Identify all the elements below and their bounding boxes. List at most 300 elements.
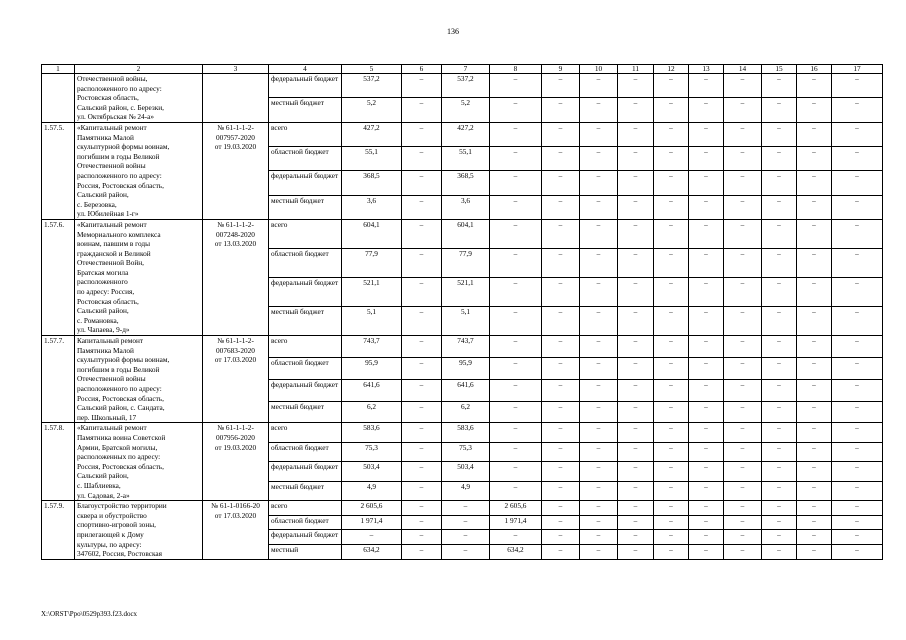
- value-col5: 743,7: [342, 336, 402, 358]
- column-number: 10: [580, 65, 618, 74]
- value-col14: –: [724, 277, 762, 306]
- value-col6: –: [402, 147, 442, 171]
- value-col13: –: [689, 171, 724, 195]
- document-reference: [203, 501, 269, 560]
- value-col16: –: [797, 545, 832, 560]
- value-col17: –: [832, 336, 883, 358]
- value-col11: –: [618, 98, 654, 122]
- value-col16: –: [797, 122, 832, 146]
- funding-source: местный бюджет: [269, 195, 342, 219]
- value-col10: –: [580, 545, 618, 560]
- value-col6: –: [402, 307, 442, 336]
- column-number: 13: [689, 65, 724, 74]
- value-col5: 75,3: [342, 442, 402, 461]
- value-col8: –: [490, 219, 542, 248]
- value-col17: –: [832, 74, 883, 98]
- value-col14: –: [724, 515, 762, 530]
- item-description-line: Памятника воина Советской: [77, 432, 166, 442]
- item-description-line: с. Шаблиевка,: [77, 480, 121, 490]
- value-col10: –: [580, 74, 618, 98]
- value-col17: –: [832, 501, 883, 516]
- value-col17: –: [832, 98, 883, 122]
- item-description-line: ул. Садовая, 2-а»: [77, 490, 130, 500]
- item-description-line: Сальский район,: [77, 306, 129, 316]
- value-col11: –: [618, 423, 654, 442]
- value-col11: –: [618, 357, 654, 379]
- value-col5: 641,6: [342, 379, 402, 401]
- value-col15: –: [762, 501, 797, 516]
- value-col6: –: [402, 98, 442, 122]
- value-col16: –: [797, 336, 832, 358]
- footer-file-path: X:\ORST\Ppo\0529p393.f23.docx: [41, 610, 138, 618]
- value-col10: –: [580, 462, 618, 481]
- value-col15: –: [762, 219, 797, 248]
- value-col13: –: [689, 195, 724, 219]
- item-description: [75, 122, 203, 219]
- value-col11: –: [618, 277, 654, 306]
- document-reference: [203, 336, 269, 423]
- value-col15: –: [762, 423, 797, 442]
- value-col14: –: [724, 423, 762, 442]
- value-col10: –: [580, 277, 618, 306]
- value-col16: –: [797, 195, 832, 219]
- value-col16: –: [797, 74, 832, 98]
- value-col17: –: [832, 401, 883, 423]
- value-col16: –: [797, 442, 832, 461]
- value-col15: –: [762, 171, 797, 195]
- item-description-line: Армии, Братской могилы,: [77, 442, 158, 452]
- value-col10: –: [580, 501, 618, 516]
- item-description-line: Сальский район,: [77, 471, 129, 481]
- value-col17: –: [832, 423, 883, 442]
- value-col11: –: [618, 147, 654, 171]
- item-description-line: 347602, Россия, Ростовская: [77, 549, 162, 559]
- value-col6: –: [402, 74, 442, 98]
- value-col9: –: [542, 98, 580, 122]
- value-col12: –: [654, 401, 689, 423]
- value-col12: –: [654, 481, 689, 500]
- value-col11: –: [618, 248, 654, 277]
- value-col17: –: [832, 442, 883, 461]
- value-col10: –: [580, 171, 618, 195]
- table-row: [42, 74, 883, 98]
- value-col14: –: [724, 442, 762, 461]
- value-col12: –: [654, 147, 689, 171]
- value-col7: 4,9: [442, 481, 490, 500]
- value-col5: 55,1: [342, 147, 402, 171]
- funding-source: всего: [269, 122, 342, 146]
- value-col10: –: [580, 530, 618, 545]
- value-col14: –: [724, 74, 762, 98]
- item-description-line: скульптурной формы воинам,: [77, 142, 170, 152]
- value-col17: –: [832, 195, 883, 219]
- value-col15: –: [762, 122, 797, 146]
- value-col9: –: [542, 379, 580, 401]
- item-description-line: расположенного по адресу:: [77, 83, 162, 93]
- value-col12: –: [654, 98, 689, 122]
- value-col17: –: [832, 379, 883, 401]
- value-col12: –: [654, 357, 689, 379]
- document-reference-line: от 17.03.2020: [214, 355, 257, 365]
- item-description-line: сквера и обустройство: [77, 510, 147, 520]
- value-col6: –: [402, 171, 442, 195]
- value-col14: –: [724, 545, 762, 560]
- value-col16: –: [797, 248, 832, 277]
- value-col10: –: [580, 442, 618, 461]
- item-description-line: Ростовская область,: [77, 93, 139, 103]
- item-description-line: Капитальный ремонт: [77, 336, 144, 346]
- value-col8: –: [490, 307, 542, 336]
- value-col14: –: [724, 147, 762, 171]
- item-description: [75, 501, 203, 560]
- value-col5: 634,2: [342, 545, 402, 560]
- item-description-line: Братская могила: [77, 267, 129, 277]
- document-reference-line: от 19.03.2020: [214, 142, 257, 152]
- value-col14: –: [724, 219, 762, 248]
- item-description-line: Сальский район, с. Сандата,: [77, 403, 165, 413]
- value-col5: 1 971,4: [342, 515, 402, 530]
- value-col13: –: [689, 379, 724, 401]
- value-col12: –: [654, 171, 689, 195]
- item-description-line: Сальский район,: [77, 190, 129, 200]
- value-col11: –: [618, 195, 654, 219]
- value-col5: 368,5: [342, 171, 402, 195]
- item-description-line: расположенных по адресу:: [77, 452, 161, 462]
- value-col6: –: [402, 122, 442, 146]
- document-reference-line: № 61-1-1-2-: [217, 423, 254, 433]
- item-description-line: гражданской и Великой: [77, 248, 151, 258]
- value-col16: –: [797, 357, 832, 379]
- value-col13: –: [689, 248, 724, 277]
- funding-source: федеральный бюджет: [269, 277, 342, 306]
- value-col15: –: [762, 545, 797, 560]
- value-col6: –: [402, 423, 442, 442]
- column-number: 9: [542, 65, 580, 74]
- value-col9: –: [542, 122, 580, 146]
- value-col12: –: [654, 195, 689, 219]
- column-number-row: [42, 65, 883, 74]
- value-col15: –: [762, 442, 797, 461]
- value-col6: –: [402, 248, 442, 277]
- value-col5: 77,9: [342, 248, 402, 277]
- document-reference-line: 007956-2020: [216, 432, 255, 442]
- value-col8: –: [490, 423, 542, 442]
- funding-source: областной бюджет: [269, 147, 342, 171]
- value-col15: –: [762, 98, 797, 122]
- column-number: 14: [724, 65, 762, 74]
- value-col6: –: [402, 336, 442, 358]
- value-col7: 55,1: [442, 147, 490, 171]
- funding-source: местный бюджет: [269, 401, 342, 423]
- value-col12: –: [654, 277, 689, 306]
- value-col16: –: [797, 423, 832, 442]
- value-col9: –: [542, 307, 580, 336]
- value-col6: –: [402, 277, 442, 306]
- value-col17: –: [832, 147, 883, 171]
- funding-source: областной бюджет: [269, 515, 342, 530]
- value-col7: 427,2: [442, 122, 490, 146]
- funding-source: федеральный бюджет: [269, 379, 342, 401]
- value-col13: –: [689, 530, 724, 545]
- value-col10: –: [580, 423, 618, 442]
- value-col10: –: [580, 195, 618, 219]
- value-col12: –: [654, 515, 689, 530]
- item-number: 1.57.5.: [42, 122, 75, 219]
- value-col6: –: [402, 501, 442, 516]
- value-col14: –: [724, 481, 762, 500]
- value-col11: –: [618, 442, 654, 461]
- value-col13: –: [689, 219, 724, 248]
- value-col14: –: [724, 307, 762, 336]
- value-col17: –: [832, 219, 883, 248]
- value-col9: –: [542, 195, 580, 219]
- value-col13: –: [689, 336, 724, 358]
- value-col17: –: [832, 277, 883, 306]
- value-col8: –: [490, 442, 542, 461]
- column-number: 6: [402, 65, 442, 74]
- value-col8: 1 971,4: [490, 515, 542, 530]
- value-col17: –: [832, 462, 883, 481]
- value-col17: –: [832, 545, 883, 560]
- value-col12: –: [654, 442, 689, 461]
- value-col15: –: [762, 530, 797, 545]
- value-col7: 503,4: [442, 462, 490, 481]
- column-number: 17: [832, 65, 883, 74]
- value-col6: –: [402, 401, 442, 423]
- column-number: 1: [42, 65, 75, 74]
- item-number: 1.57.6.: [42, 219, 75, 335]
- value-col14: –: [724, 401, 762, 423]
- value-col15: –: [762, 195, 797, 219]
- item-description-line: расположенного по адресу:: [77, 170, 162, 180]
- item-number: 1.57.7.: [42, 336, 75, 423]
- table-row: [42, 336, 883, 358]
- funding-source: федеральный бюджет: [269, 74, 342, 98]
- value-col13: –: [689, 515, 724, 530]
- column-number: 4: [269, 65, 342, 74]
- column-number: 5: [342, 65, 402, 74]
- item-description-line: «Капитальный ремонт: [77, 122, 147, 132]
- document-reference-line: 007683-2020: [216, 345, 255, 355]
- value-col9: –: [542, 147, 580, 171]
- value-col7: –: [442, 501, 490, 516]
- value-col10: –: [580, 515, 618, 530]
- value-col7: 6,2: [442, 401, 490, 423]
- value-col10: –: [580, 98, 618, 122]
- value-col15: –: [762, 74, 797, 98]
- value-col13: –: [689, 122, 724, 146]
- value-col15: –: [762, 515, 797, 530]
- item-description-line: ул. Октябрьская № 24-а»: [77, 112, 154, 122]
- value-col15: –: [762, 147, 797, 171]
- item-description-line: скульптурной формы воинам,: [77, 355, 170, 365]
- item-description-line: «Капитальный ремонт: [77, 423, 147, 433]
- value-col12: –: [654, 379, 689, 401]
- value-col10: –: [580, 122, 618, 146]
- value-col6: –: [402, 379, 442, 401]
- value-col10: –: [580, 336, 618, 358]
- budget-table: [41, 64, 883, 560]
- value-col15: –: [762, 401, 797, 423]
- value-col12: –: [654, 307, 689, 336]
- value-col16: –: [797, 307, 832, 336]
- value-col13: –: [689, 442, 724, 461]
- value-col8: –: [490, 462, 542, 481]
- item-number-cell: [42, 74, 75, 123]
- funding-source: областной бюджет: [269, 248, 342, 277]
- funding-source: местный бюджет: [269, 481, 342, 500]
- value-col14: –: [724, 501, 762, 516]
- value-col17: –: [832, 122, 883, 146]
- value-col13: –: [689, 357, 724, 379]
- value-col8: –: [490, 277, 542, 306]
- value-col5: 503,4: [342, 462, 402, 481]
- value-col7: 95,9: [442, 357, 490, 379]
- value-col12: –: [654, 462, 689, 481]
- table-row: [42, 219, 883, 248]
- value-col7: 5,2: [442, 98, 490, 122]
- value-col17: –: [832, 171, 883, 195]
- value-col16: –: [797, 515, 832, 530]
- value-col5: 95,9: [342, 357, 402, 379]
- document-reference-line: от 13.03.2020: [214, 239, 257, 249]
- value-col15: –: [762, 462, 797, 481]
- item-description-line: спортивно-игровой зоны,: [77, 520, 156, 530]
- item-number: 1.57.8.: [42, 423, 75, 501]
- value-col13: –: [689, 147, 724, 171]
- document-reference-line: № 61-1-1-2-: [217, 336, 254, 346]
- value-col12: –: [654, 122, 689, 146]
- value-col7: 604,1: [442, 219, 490, 248]
- value-col6: –: [402, 195, 442, 219]
- value-col9: –: [542, 545, 580, 560]
- value-col14: –: [724, 462, 762, 481]
- value-col7: 3,6: [442, 195, 490, 219]
- funding-source: федеральный бюджет: [269, 530, 342, 545]
- document-reference-line: № 61-1-1-2-: [217, 219, 254, 229]
- item-description-line: Памятника Малой: [77, 132, 134, 142]
- value-col9: –: [542, 481, 580, 500]
- item-description-line: Ростовская область,: [77, 296, 139, 306]
- value-col13: –: [689, 307, 724, 336]
- table-row: [42, 501, 883, 516]
- value-col10: –: [580, 248, 618, 277]
- value-col8: –: [490, 379, 542, 401]
- item-description-line: Россия, Ростовская область,: [77, 393, 164, 403]
- value-col15: –: [762, 307, 797, 336]
- value-col16: –: [797, 277, 832, 306]
- value-col14: –: [724, 336, 762, 358]
- value-col12: –: [654, 530, 689, 545]
- funding-source: местный: [269, 545, 342, 560]
- item-description-line: с. Романовка,: [77, 315, 119, 325]
- value-col5: 3,6: [342, 195, 402, 219]
- value-col14: –: [724, 171, 762, 195]
- value-col6: –: [402, 442, 442, 461]
- item-description-line: погибшим в годы Великой: [77, 151, 160, 161]
- value-col12: –: [654, 545, 689, 560]
- value-col15: –: [762, 357, 797, 379]
- value-col11: –: [618, 401, 654, 423]
- value-col16: –: [797, 379, 832, 401]
- funding-source: федеральный бюджет: [269, 462, 342, 481]
- value-col13: –: [689, 74, 724, 98]
- value-col14: –: [724, 357, 762, 379]
- value-col14: –: [724, 98, 762, 122]
- value-col16: –: [797, 219, 832, 248]
- column-number: 16: [797, 65, 832, 74]
- value-col16: –: [797, 401, 832, 423]
- item-description-line: культуры, по адресу:: [77, 539, 142, 549]
- value-col6: –: [402, 545, 442, 560]
- value-col10: –: [580, 379, 618, 401]
- value-col8: –: [490, 401, 542, 423]
- page-number: 136: [447, 27, 459, 36]
- value-col13: –: [689, 462, 724, 481]
- value-col7: 583,6: [442, 423, 490, 442]
- value-col8: 2 605,6: [490, 501, 542, 516]
- value-col5: –: [342, 530, 402, 545]
- value-col11: –: [618, 379, 654, 401]
- value-col15: –: [762, 248, 797, 277]
- value-col15: –: [762, 379, 797, 401]
- value-col5: 2 605,6: [342, 501, 402, 516]
- value-col5: 604,1: [342, 219, 402, 248]
- value-col11: –: [618, 462, 654, 481]
- funding-source: местный бюджет: [269, 307, 342, 336]
- value-col11: –: [618, 219, 654, 248]
- value-col11: –: [618, 122, 654, 146]
- item-description-line: «Капитальный ремонт: [77, 219, 147, 229]
- value-col13: –: [689, 277, 724, 306]
- value-col6: –: [402, 219, 442, 248]
- value-col7: 641,6: [442, 379, 490, 401]
- item-description-line: расположенного по адресу:: [77, 384, 162, 393]
- value-col5: 6,2: [342, 401, 402, 423]
- table-row: [42, 423, 883, 442]
- value-col9: –: [542, 336, 580, 358]
- document-reference: [203, 122, 269, 219]
- funding-source: всего: [269, 336, 342, 358]
- document-reference-line: от 17.03.2020: [214, 510, 257, 520]
- value-col10: –: [580, 401, 618, 423]
- value-col8: –: [490, 147, 542, 171]
- item-description: [75, 336, 203, 423]
- value-col11: –: [618, 501, 654, 516]
- document-reference-line: 007248-2020: [216, 229, 255, 239]
- value-col10: –: [580, 481, 618, 500]
- item-description-line: Мемориального комплекса: [77, 229, 161, 239]
- value-col8: –: [490, 248, 542, 277]
- value-col16: –: [797, 98, 832, 122]
- value-col7: 5,1: [442, 307, 490, 336]
- item-description-line: Россия, Ростовская область,: [77, 180, 164, 190]
- document-reference-line: от 19.03.2020: [214, 442, 257, 452]
- document-reference: [203, 219, 269, 335]
- item-description-line: ул. Чапаева, 9-д»: [77, 325, 130, 335]
- value-col9: –: [542, 219, 580, 248]
- value-col12: –: [654, 423, 689, 442]
- column-number: 8: [490, 65, 542, 74]
- value-col8: –: [490, 530, 542, 545]
- value-col11: –: [618, 530, 654, 545]
- funding-source: областной бюджет: [269, 357, 342, 379]
- value-col6: –: [402, 481, 442, 500]
- value-col12: –: [654, 219, 689, 248]
- value-col16: –: [797, 462, 832, 481]
- document-reference-line: 007957-2020: [216, 132, 255, 142]
- value-col7: 537,2: [442, 74, 490, 98]
